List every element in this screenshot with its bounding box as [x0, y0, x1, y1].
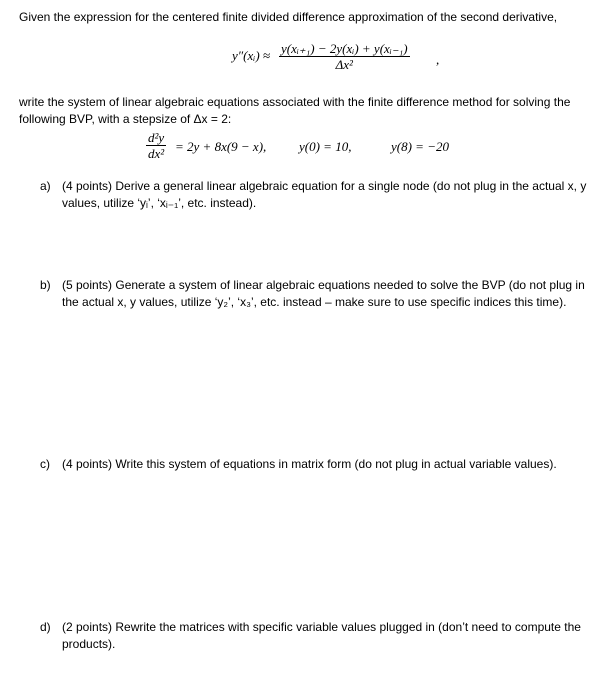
bvp-bc-1: y(0) = 10, — [299, 139, 352, 154]
fd-formula-numerator: y(xᵢ₊₁) − 2y(xᵢ) + y(xᵢ₋₁) — [281, 41, 408, 56]
bvp-deriv-denominator: dx² — [148, 146, 165, 161]
question-c-line-1: (4 points) Write this system of equations in matrix form (do not plug in actual variable values). — [62, 457, 557, 471]
question-b-label: b) — [40, 278, 51, 292]
instruction-line-2: following BVP, with a stepsize of Δx = 2: — [19, 112, 232, 126]
fd-formula-lhs: y″(xᵢ) ≈ — [232, 48, 271, 63]
intro-text: Given the expression for the centered finite divided difference approximation of the second derivative, — [19, 10, 558, 24]
question-b-line-2: the actual x, y values, utilize ‘y₂’, ‘x₃’, etc. instead – make sure to use specific indices this time). — [62, 295, 567, 309]
question-d-line-1: (2 points) Rewrite the matrices with specific variable values plugged in (don’t need to compute the — [62, 620, 581, 634]
question-c-label: c) — [40, 457, 50, 471]
question-d-label: d) — [40, 620, 51, 634]
bvp-deriv-numerator: d²y — [148, 130, 165, 145]
instruction-line-1: write the system of linear algebraic equations associated with the finite difference method for solving the — [19, 95, 571, 109]
bvp-rhs: = 2y + 8x(9 − x), — [175, 139, 267, 154]
fd-formula-comma: , — [436, 52, 440, 67]
bvp-bc-2: y(8) = −20 — [391, 139, 449, 154]
fd-formula-fraction — [279, 41, 410, 72]
question-a-line-2: values, utilize ‘yᵢ’, ‘xᵢ₋₁’, etc. instead). — [62, 196, 257, 210]
question-a-label: a) — [40, 179, 51, 193]
question-b-line-1: (5 points) Generate a system of linear algebraic equations needed to solve the BVP (do not plug in — [62, 278, 585, 292]
question-d-line-2: products). — [62, 637, 116, 651]
fd-formula-denominator: Δx² — [335, 57, 353, 72]
bvp-derivative — [146, 130, 166, 161]
question-a-line-1: (4 points) Derive a general linear algebraic equation for a single node (do not plug in the actual x, y — [62, 179, 587, 193]
